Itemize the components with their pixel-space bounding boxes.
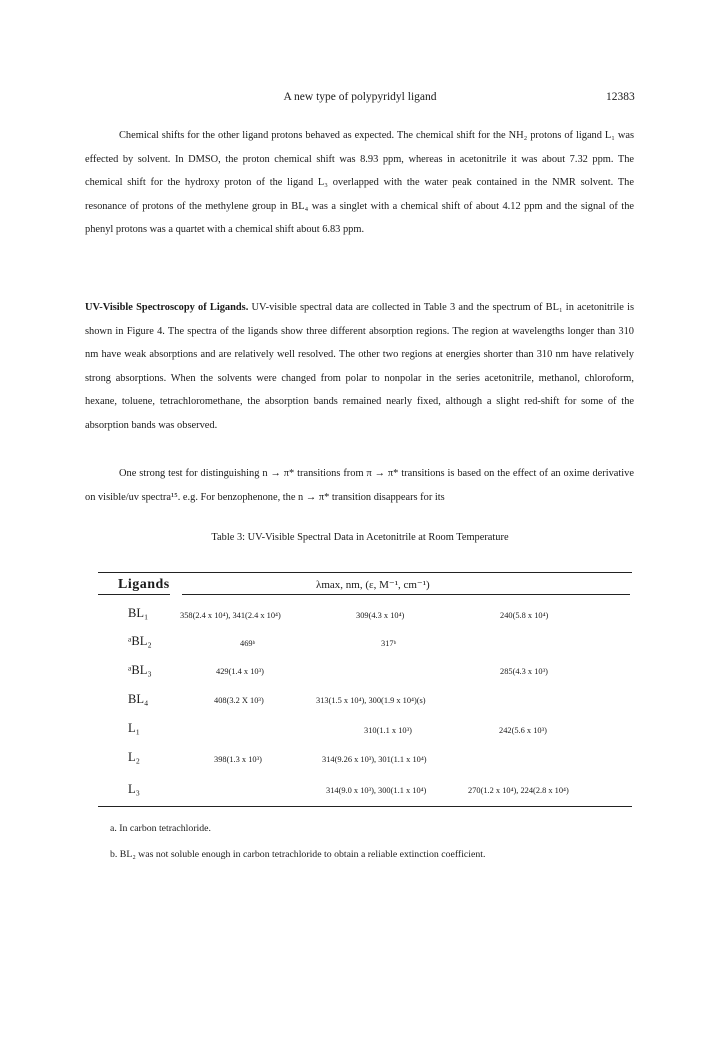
table-bottom-rule [98,806,632,807]
band-cell-short: 285(4.3 x 10³) [500,667,548,676]
table-footnote-b: b. BL₂ was not soluble enough in carbon tetrachloride to obtain a reliable extinction coefficient. [110,849,486,860]
table-footnote-a: a. In carbon tetrachloride. [110,823,211,834]
ligand-cell: BL₄ [128,692,149,706]
page-number: 12383 [606,91,635,103]
column-header-ligands: Ligands [118,577,170,592]
band-cell-mid: 314(9.26 x 10³), 301(1.1 x 10⁴) [322,755,427,764]
header-underline-ligands [98,594,170,595]
band-cell-short: 240(5.8 x 10⁴) [500,611,549,620]
header-underline-lambda [182,594,630,595]
ligand-cell: BL₁ [128,606,149,620]
ligand-cell: ᵃBL₃ [128,663,152,677]
band-cell-mid: 314(9.0 x 10³), 300(1.1 x 10⁴) [326,786,427,795]
ligand-cell: L₃ [128,782,140,796]
band-cell-long: 398(1.3 x 10³) [214,755,262,764]
band-cell-mid: 313(1.5 x 10⁴), 300(1.9 x 10⁴)(s) [316,696,426,705]
table-top-rule [98,572,632,573]
band-cell-short: 270(1.2 x 10⁴), 224(2.8 x 10⁴) [468,786,569,795]
column-header-lambda: λmax, nm, (ε, M⁻¹, cm⁻¹) [316,579,430,591]
paragraph-uv-visible [85,296,634,437]
paragraph-chemical-shifts: Chemical shifts for the other ligand protons behaved as expected. The chemical shift for the NH₂ protons of ligand L₁ was effected by solvent. In DMSO, the proton chemical shift was 8.93 ppm, whereas in acetonitrile it was about 7.32 ppm. The chemical shift for the hydroxy proton of the ligand L₃ overlapped with the water peak contained in the NMR solvent. The resonance of protons of the methylene group in BL₄ was a singlet with a chemical shift of about 4.12 ppm and the signal of the phenyl protons was a quartet with a chemical shift about 6.83 ppm. [85,130,634,235]
band-cell-mid: 317ᵇ [381,639,397,648]
ligand-cell: L₁ [128,721,140,735]
table-caption: Table 3: UV-Visible Spectral Data in Acetonitrile at Room Temperature [211,532,509,543]
band-cell-short: 242(5.6 x 10³) [499,726,547,735]
band-cell-mid: 309(4.3 x 10⁴) [356,611,405,620]
running-title: A new type of polypyridyl ligand [283,91,437,103]
section-heading-uv-visible: UV-Visible Spectroscopy of Ligands. [85,302,249,313]
band-cell-mid: 310(1.1 x 10³) [364,726,412,735]
paragraph-oxime-test: One strong test for distinguishing n → π* transitions from π → π* transitions is based on the effect of an oxime derivative on visible/uv spectra¹⁵. e.g. For benzophenone, the n → π* transition disappears for its [85,468,634,503]
ligand-cell: ᵃBL₂ [128,634,152,648]
ligand-cell: L₂ [128,750,140,764]
band-cell-long: 429(1.4 x 10³) [216,667,264,676]
band-cell-long: 408(3.2 X 10³) [214,696,264,705]
band-cell-long: 469ᵇ [240,639,256,648]
paragraph-uv-visible-body: UV-visible spectral data are collected in Table 3 and the spectrum of BL₁ in acetonitrile is shown in Figure 4. The spectra of the ligands show three different absorption regions. The region at wavelengths longer than 310 nm have weak absorptions and are relatively well resolved. The other two regions at energies shorter than 310 nm have relatively strong absorptions. When the solvents were changed from polar to nonpolar in the series acetonitrile, methanol, chloroform, hexane, toluene, tetrachloromethane, the absorption bands remained nearly fixed, although a slight red-shift for some of the absorption bands was observed. [85,302,634,431]
band-cell-long: 358(2.4 x 10⁴), 341(2.4 x 10⁴) [180,611,281,620]
